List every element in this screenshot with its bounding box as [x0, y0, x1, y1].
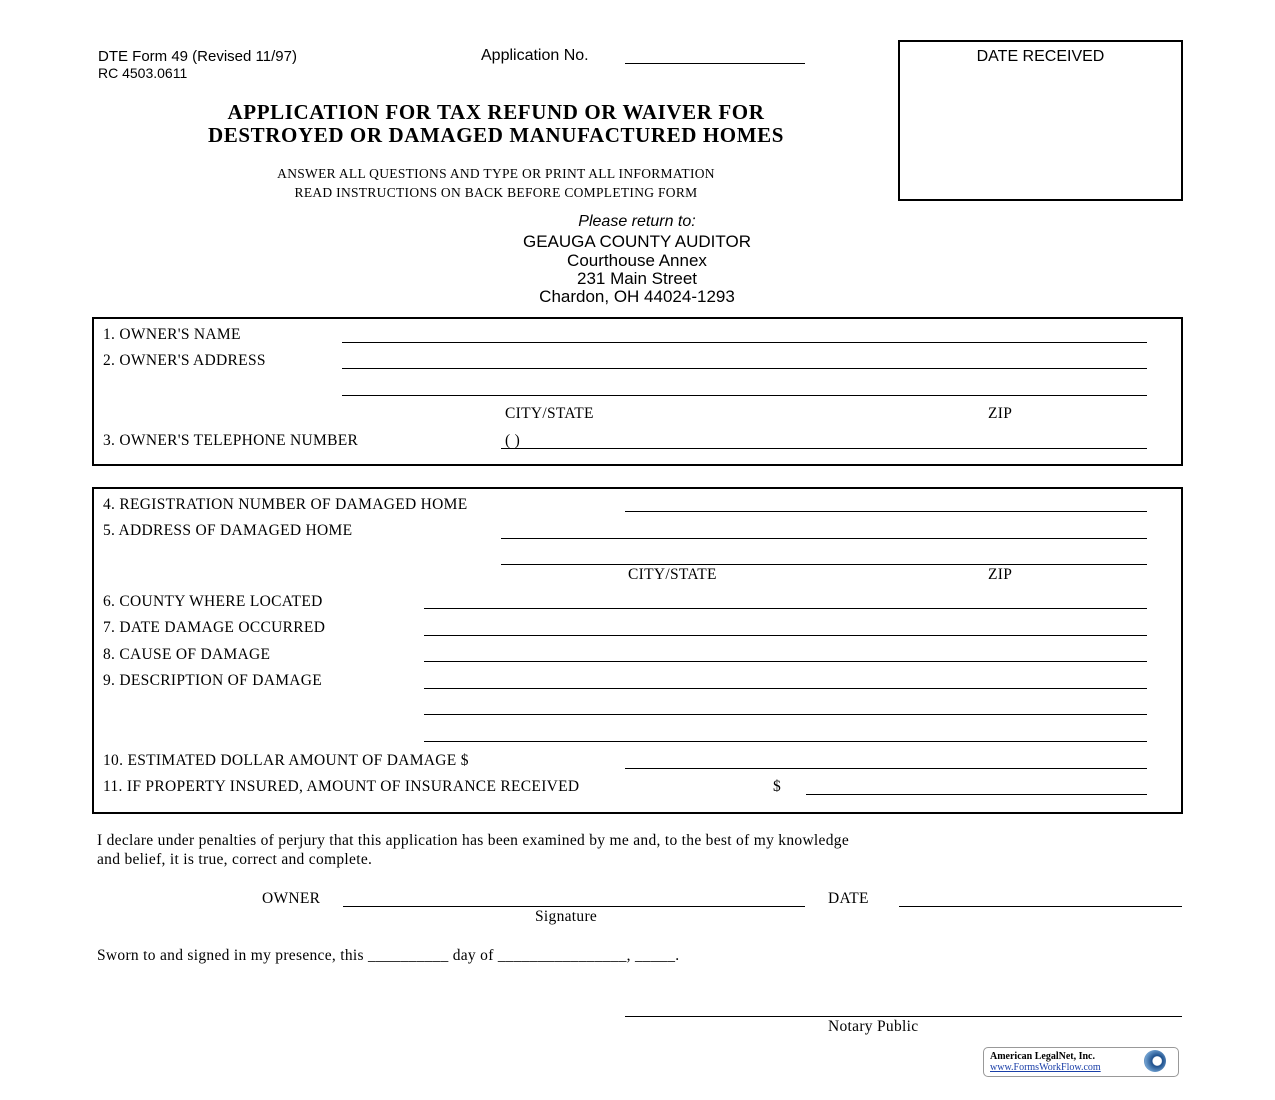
- home-city-state-field[interactable]: [501, 564, 1147, 565]
- owner-address-label: 2. OWNER'S ADDRESS: [103, 352, 266, 369]
- description-field-1[interactable]: [424, 688, 1147, 689]
- form-title-line2: DESTROYED OR DAMAGED MANUFACTURED HOMES: [207, 123, 785, 147]
- registration-label: 4. REGISTRATION NUMBER OF DAMAGED HOME: [103, 496, 468, 513]
- form-id: DTE Form 49 (Revised 11/97): [98, 48, 297, 65]
- estimated-amount-field[interactable]: [625, 768, 1147, 769]
- home-address-field[interactable]: [501, 538, 1147, 539]
- notary-caption: Notary Public: [828, 1018, 919, 1035]
- insurance-label: 11. IF PROPERTY INSURED, AMOUNT OF INSURANCE RECEIVED: [103, 778, 580, 795]
- description-label: 9. DESCRIPTION OF DAMAGE: [103, 672, 323, 689]
- area-code-parens: ( ): [505, 432, 521, 449]
- estimated-amount-label: 10. ESTIMATED DOLLAR AMOUNT OF DAMAGE $: [103, 752, 469, 769]
- owner-address-field[interactable]: [342, 368, 1147, 369]
- american-legalnet-logo[interactable]: [983, 1047, 1179, 1077]
- city-state-caption: CITY/STATE: [505, 405, 594, 422]
- date-received-label: DATE RECEIVED: [976, 48, 1105, 65]
- damage-date-label: 7. DATE DAMAGE OCCURRED: [103, 619, 326, 636]
- home-address-label: 5. ADDRESS OF DAMAGED HOME: [103, 522, 353, 539]
- owner-label: OWNER: [262, 890, 321, 907]
- return-to-line1: Courthouse Annex: [567, 251, 707, 270]
- description-field-3[interactable]: [424, 741, 1147, 742]
- application-no-field[interactable]: [625, 63, 805, 64]
- declaration-line2: and belief, it is true, correct and complete.: [97, 851, 373, 868]
- owner-city-state-field[interactable]: [342, 395, 1147, 396]
- zip-caption-2: ZIP: [988, 566, 1013, 583]
- logo-url[interactable]: www.FormsWorkFlow.com: [990, 1062, 1101, 1073]
- owner-telephone-field[interactable]: [501, 448, 1147, 449]
- city-state-caption-2: CITY/STATE: [628, 566, 717, 583]
- damage-date-field[interactable]: [424, 635, 1147, 636]
- owner-name-field[interactable]: [342, 342, 1147, 343]
- return-to-name: GEAUGA COUNTY AUDITOR: [523, 232, 751, 251]
- owner-signature-field[interactable]: [343, 906, 805, 907]
- date-field[interactable]: [899, 906, 1182, 907]
- logo-company: American LegalNet, Inc.: [990, 1051, 1095, 1062]
- county-field[interactable]: [424, 608, 1147, 609]
- owner-telephone-label: 3. OWNER'S TELEPHONE NUMBER: [103, 432, 359, 449]
- cause-label: 8. CAUSE OF DAMAGE: [103, 646, 271, 663]
- zip-caption: ZIP: [988, 405, 1013, 422]
- instructions-line2: READ INSTRUCTIONS ON BACK BEFORE COMPLETING FORM: [294, 185, 698, 200]
- owner-name-label: 1. OWNER'S NAME: [103, 326, 241, 343]
- return-to-line2: 231 Main Street: [576, 269, 697, 288]
- signature-caption: Signature: [535, 908, 598, 925]
- rc-number: RC 4503.0611: [98, 65, 188, 81]
- instructions-line1: ANSWER ALL QUESTIONS AND TYPE OR PRINT ALL INFORMATION: [277, 166, 715, 181]
- notary-signature-field[interactable]: [625, 1016, 1182, 1017]
- insurance-dollar-sign: $: [773, 778, 782, 795]
- return-to-line3: Chardon, OH 44024-1293: [539, 287, 735, 306]
- date-label: DATE: [828, 890, 869, 907]
- description-field-2[interactable]: [424, 714, 1147, 715]
- globe-icon: [1144, 1050, 1166, 1072]
- registration-field[interactable]: [625, 511, 1147, 512]
- county-label: 6. COUNTY WHERE LOCATED: [103, 593, 323, 610]
- return-to-label: Please return to:: [578, 213, 696, 230]
- application-no-label: Application No.: [481, 47, 589, 64]
- sworn-statement: Sworn to and signed in my presence, this __________ day of ________________, _____.: [97, 947, 680, 964]
- declaration-line1: I declare under penalties of perjury that this application has been examined by me and, to the best of my knowledge: [97, 832, 850, 849]
- cause-field[interactable]: [424, 661, 1147, 662]
- insurance-amount-field[interactable]: [806, 794, 1147, 795]
- form-title-line1: APPLICATION FOR TAX REFUND OR WAIVER FOR: [227, 100, 765, 124]
